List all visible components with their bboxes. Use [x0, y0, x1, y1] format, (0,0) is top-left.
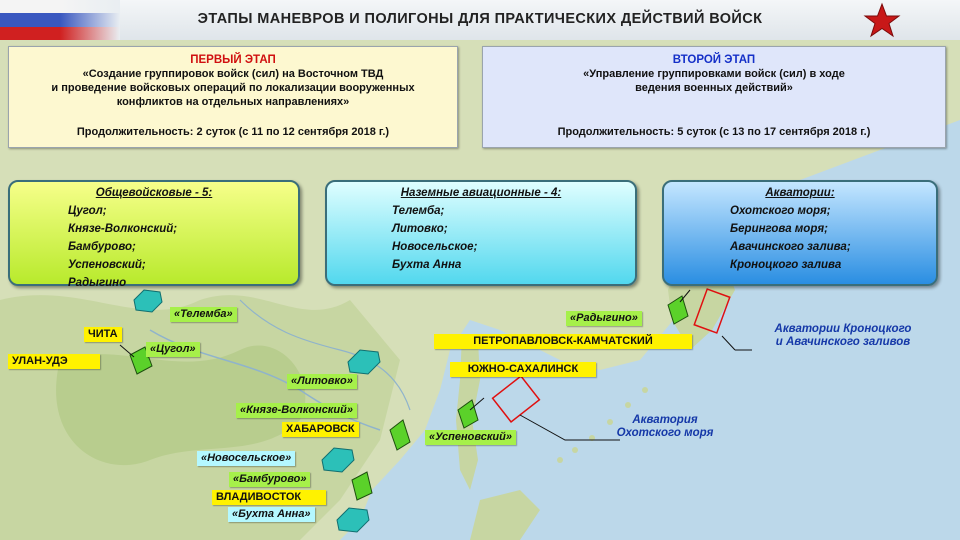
label-tsugol: «Цугол»	[146, 342, 200, 357]
stage-one-panel	[8, 46, 458, 148]
stage-one-duration: Продолжительность: 2 суток (с 11 по 12 сентября 2018 г.)	[76, 126, 390, 138]
stage-one-heading: ПЕРВЫЙ ЭТАП	[190, 54, 276, 66]
list-item: Бамбурово;	[68, 241, 136, 253]
list-item: Цугол;	[68, 205, 107, 217]
list-item: Бухта Анна	[392, 259, 462, 271]
list-item: Новосельское;	[392, 241, 478, 253]
label-uspenovsky: «Успеновский»	[425, 430, 516, 445]
label-vladivostok: ВЛАДИВОСТОК	[212, 490, 326, 505]
water-areas-list	[730, 202, 851, 274]
stage-two-description: «Управление группировками войск (сил) в ходе ведения военных действий»	[583, 68, 845, 94]
list-item: Телемба;	[392, 205, 445, 217]
label-litovko: «Литовко»	[287, 374, 357, 389]
list-item: Берингова моря;	[730, 223, 828, 235]
air-ranges-list	[392, 202, 477, 274]
label-knyaze-volkonsky: «Князе-Волконский»	[236, 403, 357, 418]
label-ulan-ude: УЛАН-УДЭ	[8, 354, 100, 369]
title-bar	[0, 0, 960, 40]
label-radygino: «Радыгино»	[566, 311, 642, 326]
list-item: Литовко;	[392, 223, 448, 235]
list-item: Радыгино	[68, 277, 127, 289]
list-item: Князе-Волконский;	[68, 223, 178, 235]
water-areas-heading: Акватории:	[765, 187, 835, 199]
note-okhotsk-sea: Акватория Охотского моря	[616, 414, 714, 439]
list-item: Успеновский;	[68, 259, 146, 271]
label-bukhta-anna: «Бухта Анна»	[228, 507, 315, 522]
page-title: ЭТАПЫ МАНЕВРОВ И ПОЛИГОНЫ ДЛЯ ПРАКТИЧЕСКИХ ДЕЙСТВИЙ ВОЙСК	[197, 11, 763, 27]
stage-two-panel	[482, 46, 946, 148]
list-item: Авачинского залива;	[730, 241, 851, 253]
stage-two-heading: ВТОРОЙ ЭТАП	[672, 54, 756, 66]
label-yuzhno-sakhalinsk: ЮЖНО-САХАЛИНСК	[450, 362, 596, 377]
stage-two-duration: Продолжительность: 5 суток (с 13 по 17 сентября 2018 г.)	[557, 126, 871, 138]
ground-ranges-box	[8, 180, 300, 289]
russian-flag-icon	[0, 0, 120, 40]
label-khabarovsk: ХАБАРОВСК	[282, 422, 359, 437]
ground-ranges-heading: Общевойсковые - 5:	[95, 187, 213, 199]
water-areas-box	[662, 180, 938, 286]
label-bamburovo: «Бамбурово»	[229, 472, 310, 487]
label-novoselskoe: «Новосельское»	[197, 451, 295, 466]
label-petropavlovsk: ПЕТРОПАВЛОВСК-КАМЧАТСКИЙ	[434, 334, 692, 349]
ground-ranges-list	[68, 202, 177, 292]
label-chita: ЧИТА	[84, 327, 122, 342]
red-star-emblem-icon	[862, 2, 902, 38]
list-item: Охотского моря;	[730, 205, 831, 217]
air-ranges-heading: Наземные авиационные - 4:	[400, 187, 562, 199]
label-telemba: «Телемба»	[170, 307, 237, 322]
note-kronotsky-avacha: Акватории Кроноцкого и Авачинского заливов	[774, 323, 912, 348]
list-item: Кроноцкого залива	[730, 259, 842, 271]
air-ranges-box	[325, 180, 637, 286]
stage-one-description: «Создание группировок войск (сил) на Восточном ТВД и проведение войсковых операций по локализации вооруженных конфликтов на отдельных направлениях»	[51, 68, 415, 108]
